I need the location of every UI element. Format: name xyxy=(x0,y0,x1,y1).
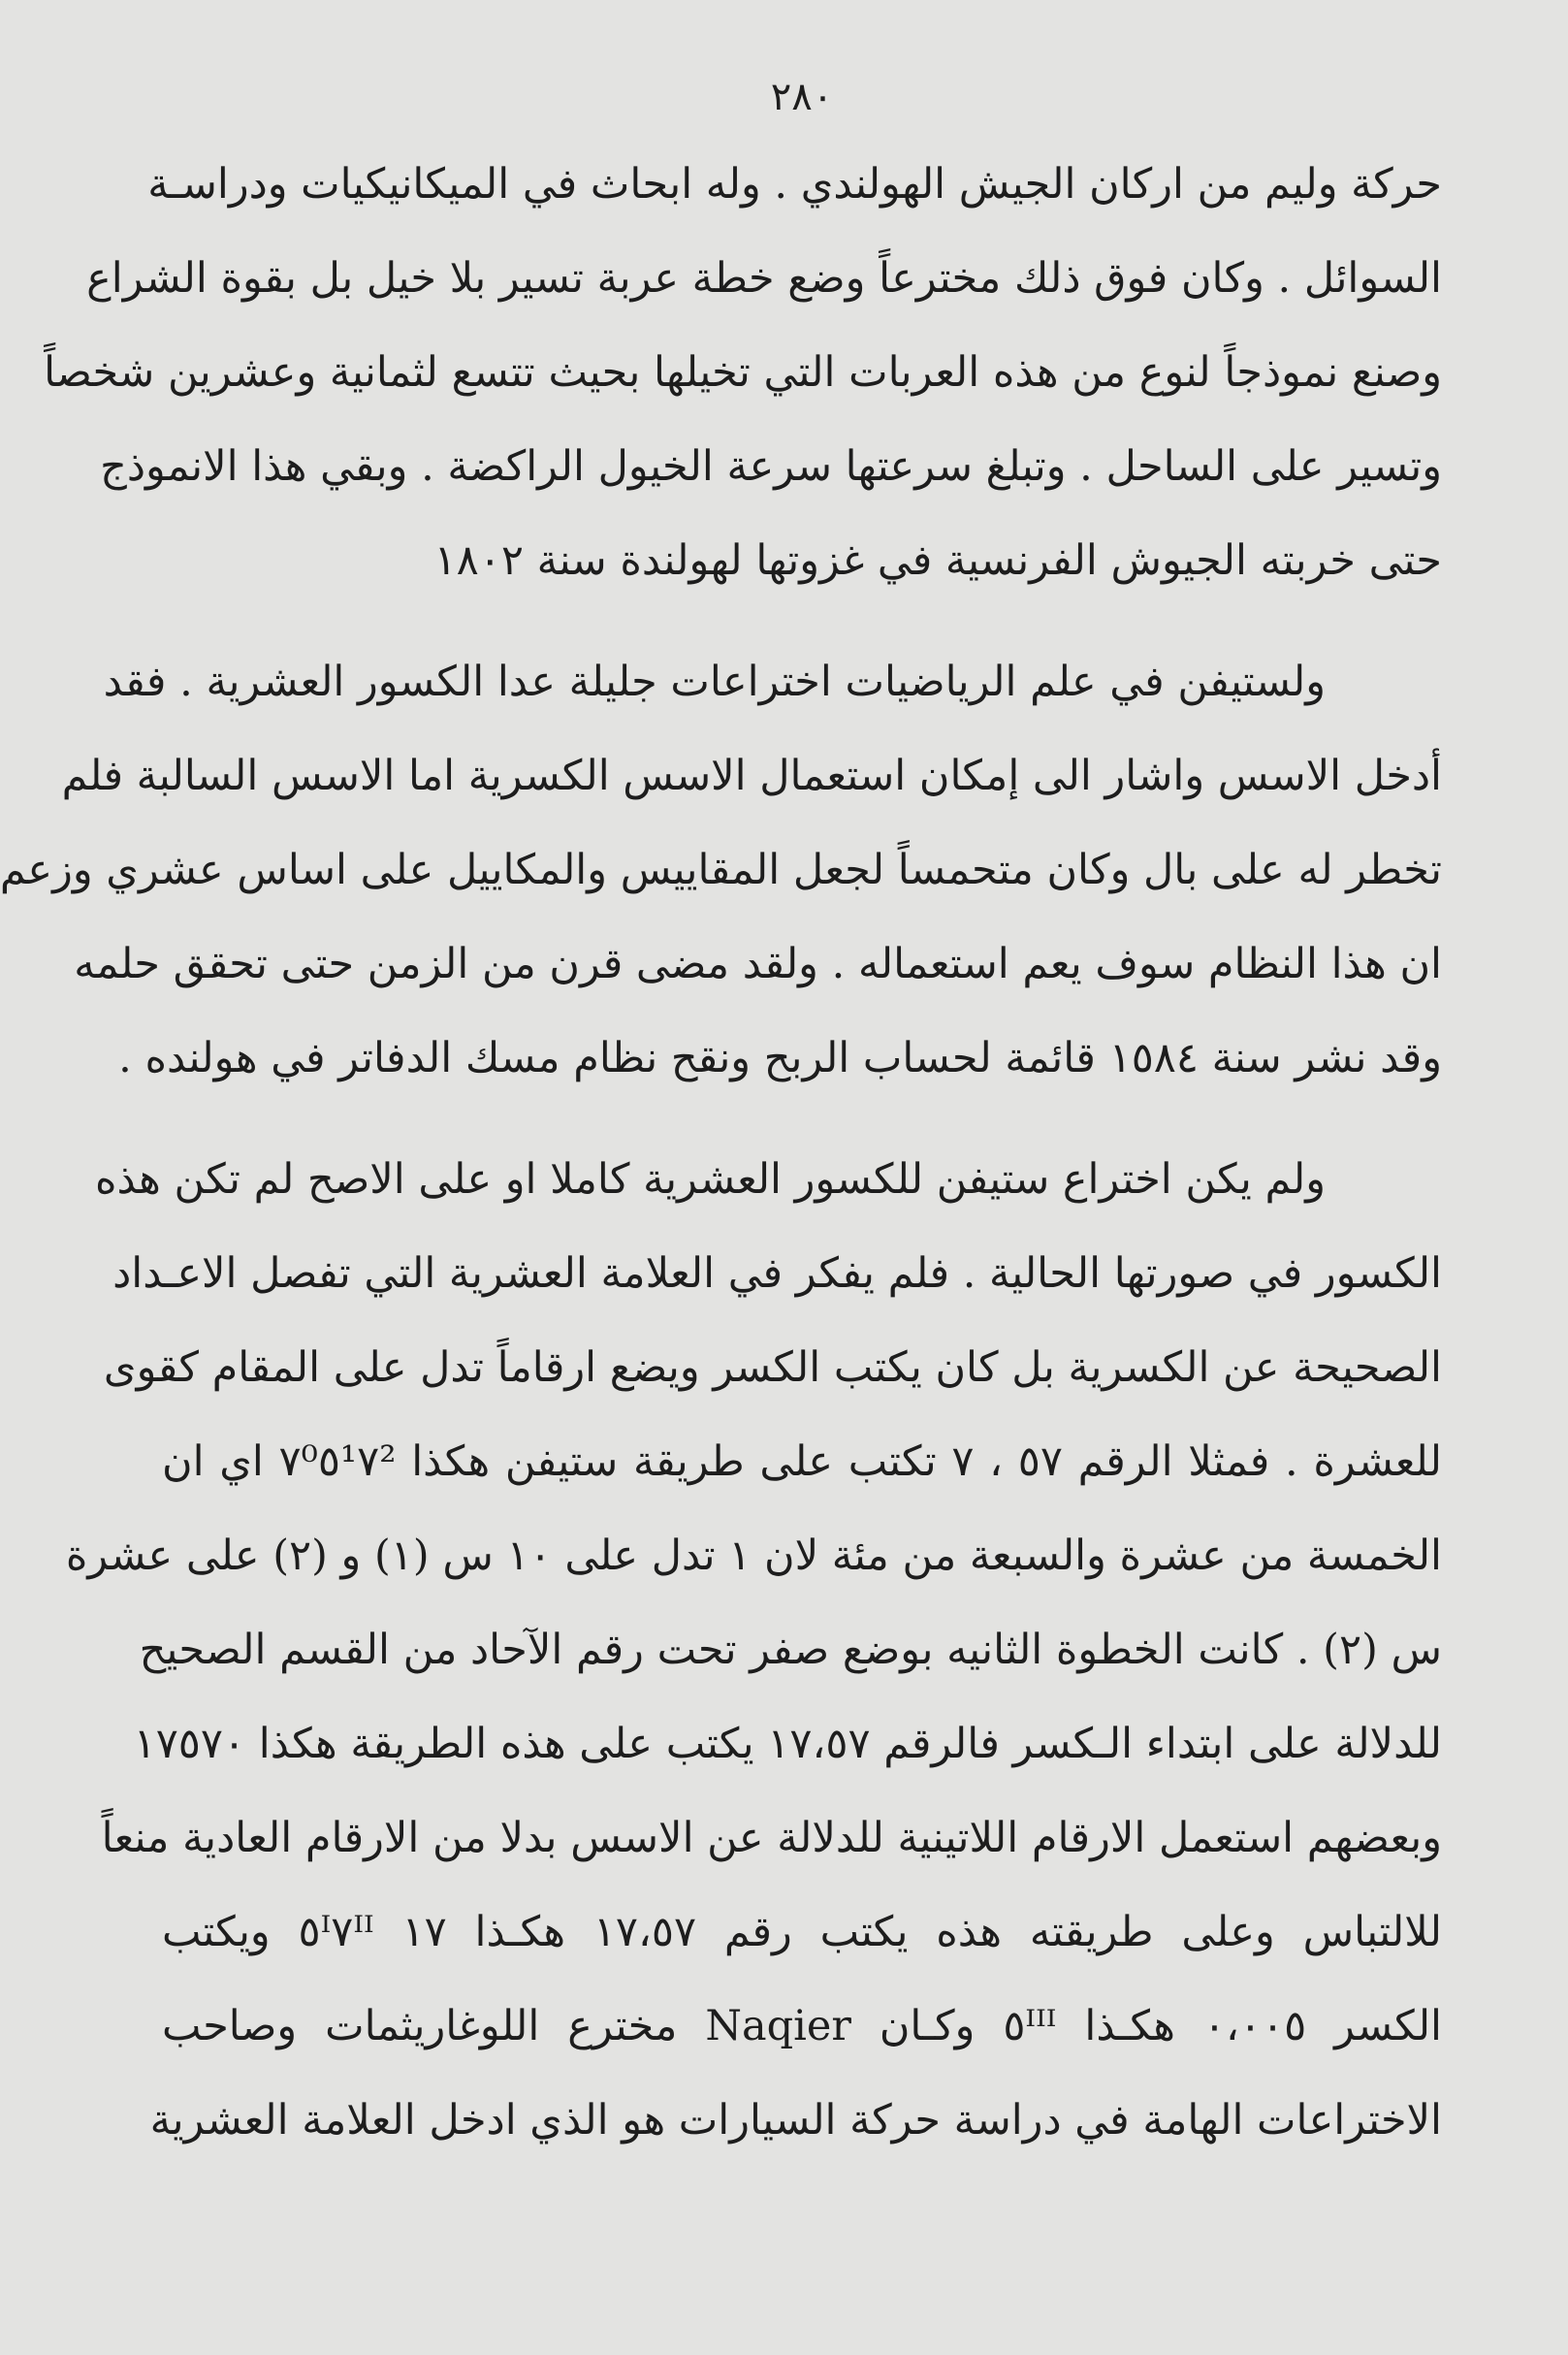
paragraph-2 xyxy=(0,635,1442,1106)
text-line: س (٢) . كانت الخطوة الثانيه بوضع صفر تحت رقم الآحاد من القسم الصحيح xyxy=(139,1626,1442,1674)
text-line: الكسور في صورتها الحالية . فلم يفكر في العلامة العشرية التي تفصل الاعـداد xyxy=(112,1249,1442,1298)
text-line: وصنع نموذجاً لنوع من هذه العربات التي تخيلها بحيث تتسع لثمانية وعشرين شخصاً xyxy=(44,348,1442,397)
text-line: السوائل . وكان فوق ذلك مخترعاً وضع خطة عربة تسير بلا خيل بل بقوة الشراع xyxy=(86,254,1442,303)
text-line: أدخل الاسس واشار الى إمكان استعمال الاسس الكسرية اما الاسس السالبة فلم xyxy=(61,752,1442,800)
paragraph-1 xyxy=(44,138,1442,608)
text-line: حركة وليم من اركان الجيش الهولندي . وله ابحاث في الميكانيكيات ودراسـة xyxy=(147,160,1442,209)
paragraph-3 xyxy=(65,1133,1443,2168)
text-line: الكسر ٠،٠٠٥ هكـذا ٥ᴵᴵᴵ وكـان Naqier مخترع اللوغاريثمات وصاحب xyxy=(162,2002,1442,2050)
text-line: حتى خربته الجيوش الفرنسية في غزوتها لهولندة سنة ١٨٠٢ xyxy=(433,536,1442,585)
page-number: ٢٨٠ xyxy=(770,75,834,119)
text-line: وقد نشر سنة ١٥٨٤ قائمة لحساب الربح ونقح نظام مسك الدفاتر في هولنده . xyxy=(118,1034,1442,1082)
text-line: ولستيفن في علم الرياضيات اختراعات جليلة عدا الكسور العشرية . فقد xyxy=(103,658,1326,706)
text-line: ولم يكن اختراع ستيفن للكسور العشرية كاملا او على الاصح لم تكن هذه xyxy=(95,1155,1326,1204)
text-line: تخطر له على بال وكان متحمساً لجعل المقاييس والمكاييل على اساس عشري وزعم xyxy=(0,846,1442,894)
text-line: للعشرة . فمثلا الرقم ٥٧ ، ٧ تكتب على طريقة ستيفن هكذا ٧⁰٥¹٧² اي ان xyxy=(162,1437,1443,1486)
text-line: للدلالة على ابتداء الـكسر فالرقم ١٧،٥٧ يكتب على هذه الطريقة هكذا ١٧٥٧٠ xyxy=(133,1720,1442,1768)
text-line: ان هذا النظام سوف يعم استعماله . ولقد مضى قرن من الزمن حتى تحقق حلمه xyxy=(74,940,1442,988)
text-line: للالتباس وعلى طريقته هذه يكتب رقم ١٧،٥٧ هكـذا ١٧ ٥ᴵ٧ᴵᴵ ويكتب xyxy=(162,1908,1442,1956)
text-line: الاختراعات الهامة في دراسة حركة السيارات هو الذي ادخل العلامة العشرية xyxy=(149,2096,1442,2145)
text-line: وبعضهم استعمل الارقام اللاتينية للدلالة عن الاسس بدلا من الارقام العادية منعاً xyxy=(101,1814,1442,1862)
text-line: وتسير على الساحل . وتبلغ سرعتها سرعة الخيول الراكضة . وبقي هذا الانموذج xyxy=(100,442,1442,491)
text-line: الصحيحة عن الكسرية بل كان يكتب الكسر ويضع ارقاماً تدل على المقام كقوى xyxy=(103,1343,1442,1392)
text-line: الخمسة من عشرة والسبعة من مئة لان ١ تدل على ١٠ س (١) و (٢) على عشرة xyxy=(65,1532,1442,1580)
